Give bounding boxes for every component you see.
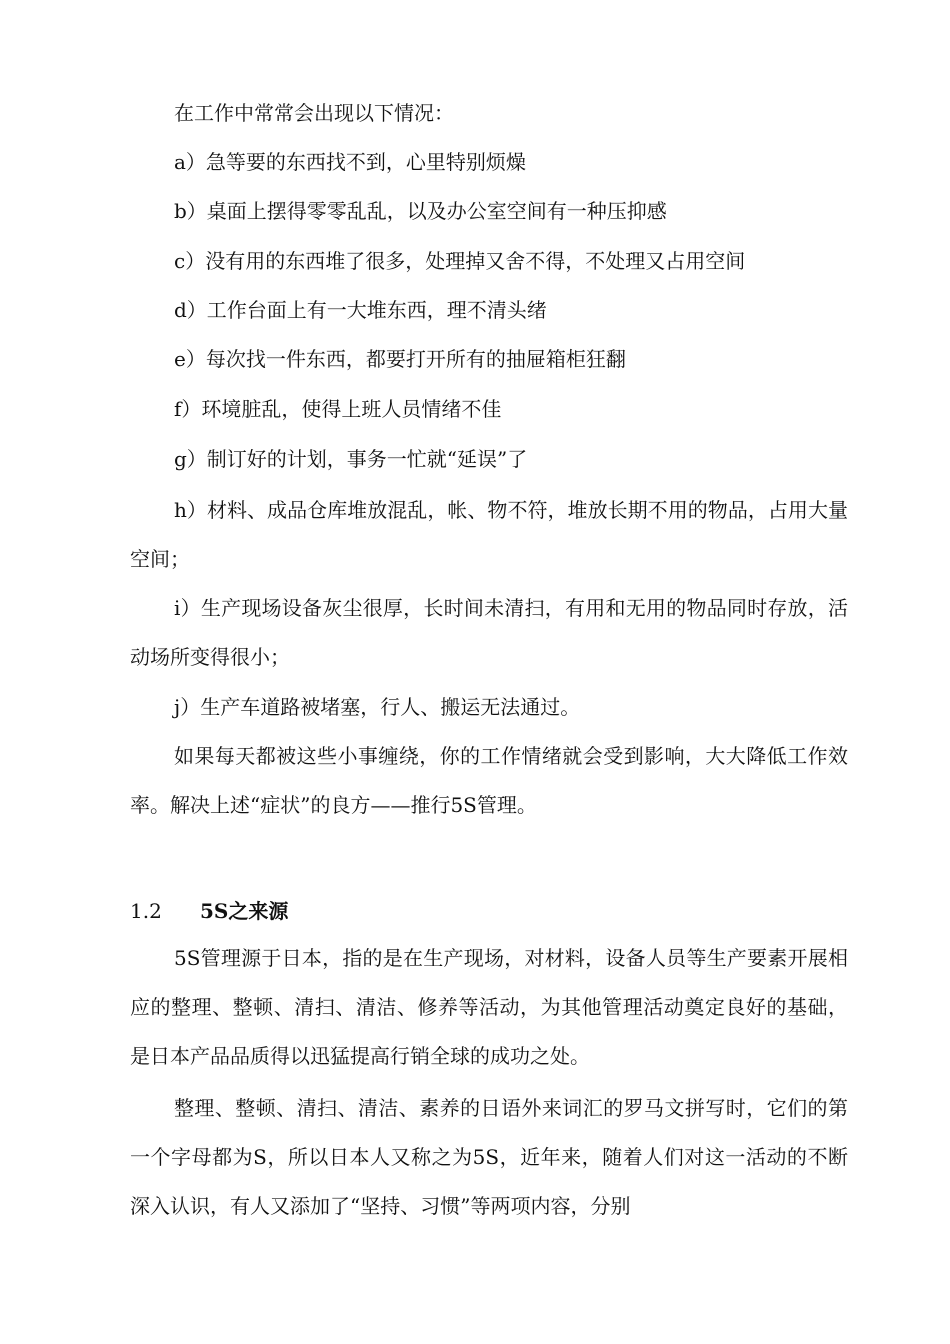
list-item-g: g）制订好的计划，事务一忙就“延误”了 [174,447,528,471]
list-item-b: b）桌面上摆得零零乱乱，以及办公室空间有一种压抑感 [174,199,667,223]
list-item-d: d）工作台面上有一大堆东西，理不清头绪 [174,298,547,322]
body-paragraph: 整理、整顿、清扫、清洁、素养的日语外来词汇的罗马文拼写时，它们的第一个字母都为S，所以日本人又称之为5S，近年来，随着人们对这一活动的不断深入认识，有人又添加了“坚持、习惯”等两项内容，分别 [130,1096,848,1218]
list-item-j: j）生产车道路被堵塞，行人、搬运无法通过。 [174,695,581,719]
list-item-a: a）急等要的东西找不到，心里特别烦燥 [174,150,526,174]
section-number: 1.2 [130,899,162,923]
intro-text: 在工作中常常会出现以下情况： [174,101,454,125]
body-paragraph: 5S管理源于日本，指的是在生产现场，对材料，设备人员等生产要素开展相应的整理、整顿、清扫、清洁、修养等活动，为其他管理活动奠定良好的基础，是日本产品品质得以迅猛提高行销全球的成功之处。 [130,946,848,1068]
list-item-e: e）每次找一件东西，都要打开所有的抽屉箱柜狂翻 [174,347,626,371]
section-title: 5S之来源 [200,899,289,923]
list-item-h: h）材料、成品仓库堆放混乱，帐、物不符，堆放长期不用的物品，占用大量空间； [130,498,848,571]
list-item-c: c）没有用的东西堆了很多，处理掉又舍不得，不处理又占用空间 [174,249,746,273]
conclusion-paragraph: 如果每天都被这些小事缠绕，你的工作情绪就会受到影响，大大降低工作效率。解决上述“症状”的良方——推行5S管理。 [130,744,848,817]
list-item-i: i）生产现场设备灰尘很厚，长时间未清扫，有用和无用的物品同时存放，活动场所变得很小； [130,596,848,669]
section-heading [130,887,288,936]
list-item-f: f）环境脏乱，使得上班人员情绪不佳 [174,397,502,421]
